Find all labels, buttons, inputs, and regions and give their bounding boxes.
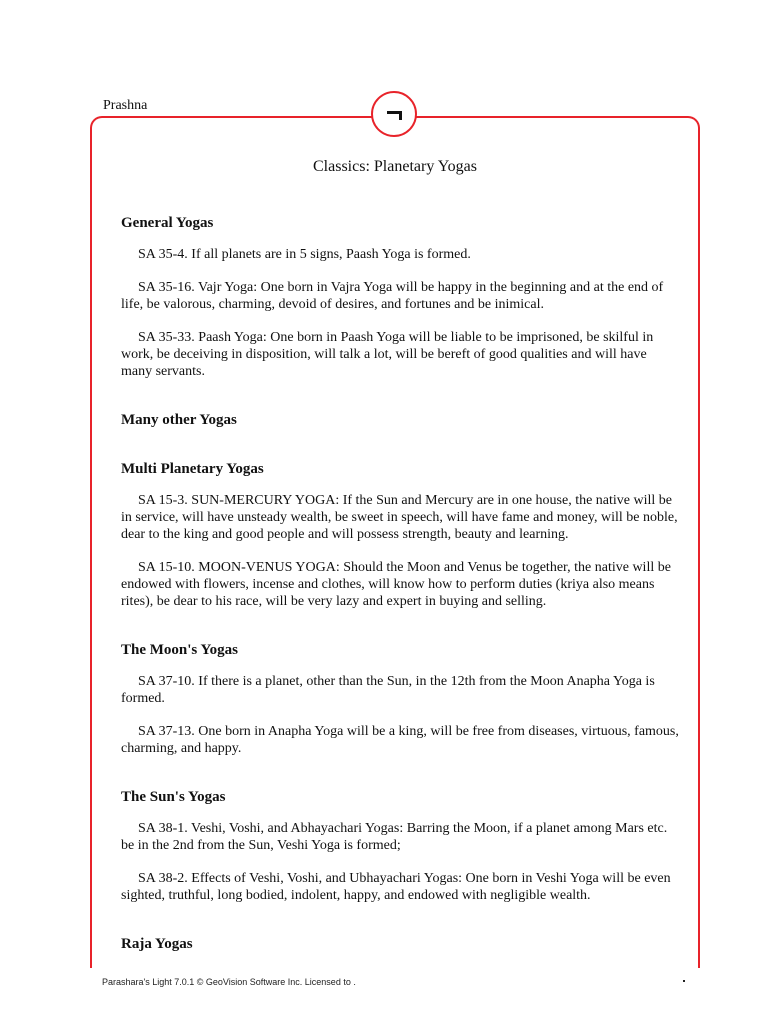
section-general-yogas [121, 214, 681, 380]
footer-license-text: Parashara's Light 7.0.1 © GeoVision Software Inc. Licensed to . [102, 977, 356, 987]
document-body [121, 214, 681, 984]
section-heading: Many other Yogas [121, 412, 237, 428]
paragraph: SA 38-2. Effects of Veshi, Voshi, and Ubhayachari Yogas: One born in Veshi Yoga will be even sighted, truthful, long bodied, indolent, happy, and endowed with negligible wealth. [121, 871, 671, 903]
section-heading: General Yogas [121, 215, 214, 231]
section-multi-planetary-yogas [121, 460, 681, 610]
section-heading: Multi Planetary Yogas [121, 461, 264, 477]
section-many-other-yogas [121, 411, 681, 429]
paragraph: SA 15-10. MOON-VENUS YOGA: Should the Moon and Venus be together, the native will be endowed with flowers, incense and clothes, will know how to perform duties (kriya also means rites), be dear to his race, will be very lazy and expert in buying and selling. [121, 560, 671, 609]
paragraph: SA 35-16. Vajr Yoga: One born in Vajra Yoga will be happy in the beginning and at the end of life, be valorous, charming, devoid of desires, and fortunes and be inimical. [121, 280, 664, 312]
running-header-title: Prashna [103, 98, 148, 113]
section-heading: Raja Yogas [121, 936, 193, 952]
section-heading: The Sun's Yogas [121, 789, 226, 805]
page-title: Classics: Planetary Yogas [313, 158, 477, 175]
paragraph: SA 35-33. Paash Yoga: One born in Paash Yoga will be liable to be imprisoned, be skilful in work, be deceiving in disposition, will talk a lot, will be bereft of good qualities and will have many servants. [121, 330, 654, 379]
section-heading: The Moon's Yogas [121, 642, 238, 658]
paragraph: SA 37-10. If there is a planet, other than the Sun, in the 12th from the Moon Anapha Yoga is formed. [121, 674, 655, 706]
paragraph: SA 37-13. One born in Anapha Yoga will be a king, will be free from diseases, virtuous, famous, charming, and happy. [121, 724, 679, 756]
not-sign-icon [387, 111, 402, 120]
section-moons-yogas [121, 641, 681, 757]
footer-dot [683, 980, 685, 982]
paragraph: SA 15-3. SUN-MERCURY YOGA: If the Sun and Mercury are in one house, the native will be in service, will have unsteady wealth, be sweet in speech, will have fame and money, will be noble, dear to the king and good people and will possess strength, beauty and learning. [121, 493, 678, 542]
paragraph: SA 35-4. If all planets are in 5 signs, Paash Yoga is formed. [138, 247, 471, 262]
section-raja-yogas [121, 935, 681, 953]
paragraph: SA 38-1. Veshi, Voshi, and Abhayachari Yogas: Barring the Moon, if a planet among Mars etc. be in the 2nd from the Sun, Veshi Yoga is formed; [121, 821, 668, 853]
chapter-badge [371, 91, 417, 137]
section-suns-yogas [121, 788, 681, 904]
